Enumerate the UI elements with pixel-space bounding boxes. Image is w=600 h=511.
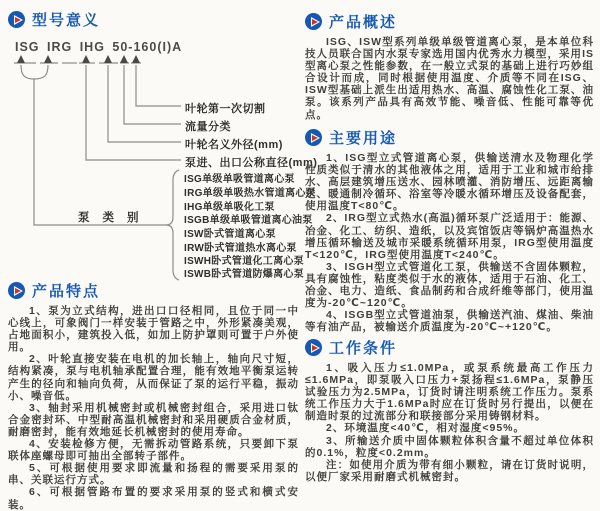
play-bullet-icon	[305, 339, 322, 356]
feature-paragraph: 3、轴封采用机械密封或机械密封组合，采用进口钛合金密封环、中型耐高温机械密封和采用硬质合金材质，耐磨密封，能有效地延长机械密封的使用寿命。	[8, 401, 299, 438]
conditions-header	[305, 338, 594, 357]
model-code-text: ISG IRG IHG 50-160(I)A	[15, 40, 183, 54]
overview-paragraph: ISG、ISW型系列单级单级管道离心泵，是本单位科技人员联合国内水泵专家选用国内优秀水力模型，采用IS型离心泵之性能参数，在一般立式泵的基础上进行巧妙组合设计而成，同时根据使用温度、介质等不同在ISG、ISW型基础上派生出适用热水、高温、腐蚀性化工泵、油泵。该系列产品具有高效节能、噪音低、性能可靠等优点。	[305, 36, 594, 121]
pump-type-item: ISGB单级单吸管道离心油泵	[184, 215, 313, 226]
usage-paragraph: 3、ISGH型立式管道化工泵，供输送不含固体颗粒，具有腐蚀性，粘度类似于水的液体，适用于石油、化工、冶金、电力、造纸、食品制药和合成纤维等部门，使用温度为-20℃~120℃。	[305, 260, 594, 310]
left-column	[8, 10, 318, 511]
condition-note: 注：如使用介质为带有细小颗粒，请在订货时说明，以便厂家采用耐磨式机械密封。	[305, 458, 594, 483]
callout-flow-class: 流量分类	[185, 121, 231, 133]
pump-type-item: IHG单级单吸化工泵	[184, 202, 275, 213]
play-bullet-icon	[8, 11, 25, 28]
usage-paragraph: 1、ISG型立式管道离心泵，供输送清水及物理化学性质类似于清水的其他液体之用，适用于工业和城市给排水、高层建筑增压送水、园林喷灌、消防增压、远距离输送、暖通制冷循环、浴室等冷暖水循环增压及设备配套，使用温度T<80℃。	[305, 152, 594, 213]
feature-paragraph: 1、泵为立式结构，进出口口径相同，且位于同一中心线上，可象阀门一样安装于管路之中，外形紧凑美观，占地面积小，建筑投入低，如加上防护罩则可置于户外使用。	[8, 305, 299, 354]
section-title-usage: 主要用途	[329, 130, 398, 147]
features-section	[8, 281, 299, 511]
callout-impeller-diameter: 叶轮名义外径(mm)	[185, 139, 283, 151]
pump-type-item: ISWB卧式管道防爆离心泵	[184, 269, 305, 280]
pump-type-item: ISG单级单吸管道离心泵	[184, 174, 295, 185]
usage-section	[305, 128, 594, 336]
condition-paragraph: 1、吸入压力≤1.0MPa，或泵系统最高工作压力≤1.6MPa，即泵吸入口压力+泵扬程≤1.6MPa，泵静压试验压力为2.5MPa，订货时请注明系统工作压力。泵系统工作压力大于1.6MPa时应在订货时另行提出，以便在制造时泵的过流部分和联接部分采用铸钢材料。	[305, 362, 594, 423]
features-header	[8, 281, 299, 300]
usage-header	[305, 128, 594, 147]
model-meaning-section	[8, 10, 299, 38]
play-bullet-icon-red	[15, 288, 21, 294]
section-title-overview: 产品概述	[329, 14, 398, 31]
play-bullet-icon-red	[15, 17, 21, 23]
right-column	[305, 10, 594, 485]
section-title-conditions: 工作条件	[329, 340, 398, 357]
conditions-section	[305, 338, 594, 485]
play-bullet-icon-red	[312, 135, 318, 141]
pump-type-item: ISW卧式管道离心泵	[184, 229, 276, 240]
condition-paragraph: 3、所输送介质中固体颗粒体积含量不超过单位体积的0.1%，粒度<0.2mm。	[305, 434, 594, 459]
pump-category-label: 泵类别	[78, 212, 152, 224]
section-title-model-meaning: 型号意义	[32, 12, 101, 29]
pump-type-item: IRG单级单吸热水管道离心泵	[184, 188, 316, 199]
feature-paragraph: 6、可根据管路布置的要求采用泵的竖式和横式安装。	[8, 486, 299, 511]
model-code-diagram	[8, 38, 318, 284]
feature-paragraph: 2、叶轮直接安装在电机的加长轴上，轴向尺寸短，结构紧凑，泵与电机轴承配置合理，能有效地平衡泵运转产生的径向和轴向负荷，从而保证了泵的运行平稳，振动小、噪音低。	[8, 353, 299, 402]
feature-paragraph: 4、安装检修方便，无需拆动管路系统，只要卸下泵联体座螺母即可抽出全部转子部件。	[8, 438, 299, 463]
section-title-features: 产品特点	[32, 283, 101, 300]
pump-type-item: ISWH卧式管道化工离心泵	[184, 256, 305, 267]
callout-port-diameter: 泵进、出口公称直径(mm)	[185, 157, 318, 169]
pump-type-item: IRW卧式管道热水离心泵	[184, 243, 297, 254]
usage-paragraph: 2、IRG型立式热水(高温)循环泵广泛适用于：能源、冶金、化工、纺织、造纸，以及宾馆饭店等锅炉高温热水增压循环输送及城市采暖系统循环用泵，IRG型使用温度T<120℃，IRG型使用温度T<240℃。	[305, 212, 594, 261]
model-meaning-header	[8, 10, 299, 29]
play-bullet-icon-red	[312, 19, 318, 25]
feature-paragraph: 5、可根据使用要求即流量和扬程的需要采用泵的串、关联运行方式。	[8, 462, 299, 487]
usage-paragraph: 4、ISGB型立式管道油泵，供输送汽油、煤油、柴油等有油产品，被输送介质温度为-20℃~+120℃。	[305, 309, 594, 334]
play-bullet-icon	[305, 13, 322, 30]
overview-header	[305, 12, 594, 31]
callout-impeller-first-cut: 叶轮第一次切割	[185, 103, 266, 115]
play-bullet-icon-red	[312, 345, 318, 351]
condition-paragraph: 2、环境温度<40℃，相对湿度<95%。	[326, 422, 526, 435]
play-bullet-icon	[8, 282, 25, 299]
overview-section	[305, 12, 594, 126]
play-bullet-icon	[305, 129, 322, 146]
